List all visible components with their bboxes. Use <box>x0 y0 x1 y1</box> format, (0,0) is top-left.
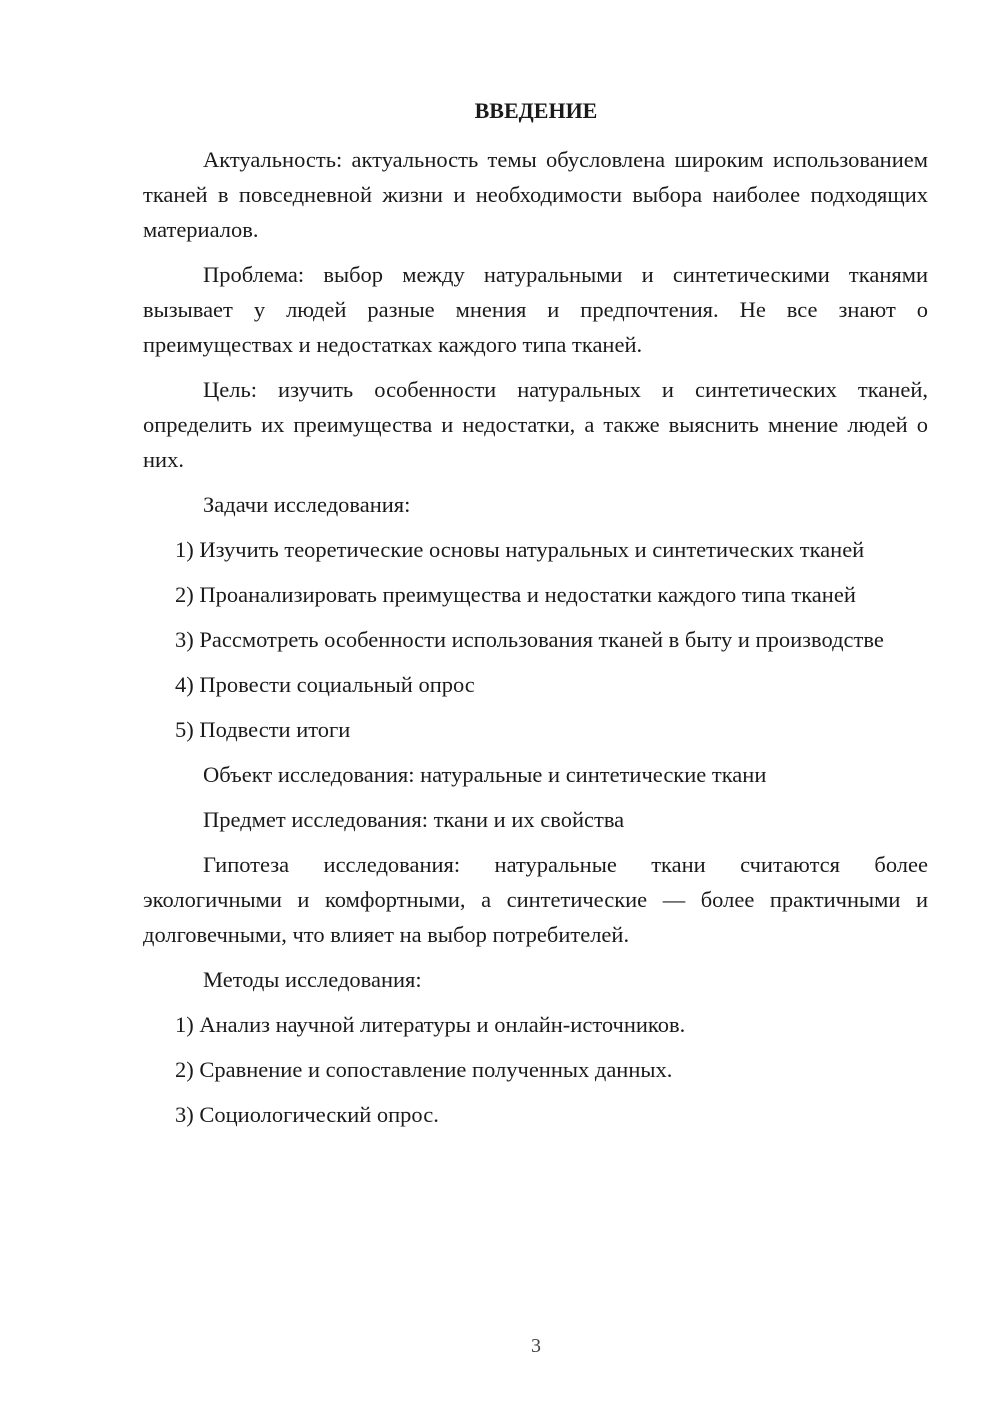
task-item-1: 1) Изучить теоретические основы натуральных и синтетических тканей <box>175 537 865 562</box>
tasks-heading: Задачи исследования: <box>203 492 411 517</box>
method-item-2: 2) Сравнение и сопоставление полученных данных. <box>175 1057 673 1082</box>
method-item-1: 1) Анализ научной литературы и онлайн-источников. <box>175 1012 686 1037</box>
research-hypothesis: Гипотеза исследования: натуральные ткани считаются более экологичными и комфортными, а синтетические — более практичными и долговечными, что влияет на выбор потребителей. <box>143 852 928 947</box>
goal-paragraph: Цель: изучить особенности натуральных и синтетических тканей, определить их преимущества и недостатки, а также выяснить мнение людей о них. <box>143 377 928 472</box>
method-item-3: 3) Социологический опрос. <box>175 1102 439 1127</box>
page-title: ВВЕДЕНИЕ <box>474 98 598 123</box>
document-body <box>143 142 928 1142</box>
task-item-5: 5) Подвести итоги <box>175 717 351 742</box>
task-item-2: 2) Проанализировать преимущества и недостатки каждого типа тканей <box>175 582 856 607</box>
task-item-3: 3) Рассмотреть особенности использования тканей в быту и производстве <box>175 627 884 652</box>
research-subject: Предмет исследования: ткани и их свойства <box>203 807 625 832</box>
methods-heading: Методы исследования: <box>203 967 422 992</box>
research-object: Объект исследования: натуральные и синтетические ткани <box>203 762 767 787</box>
task-item-4: 4) Провести социальный опрос <box>175 672 475 697</box>
page-number: 3 <box>531 1335 541 1357</box>
problem-paragraph: Проблема: выбор между натуральными и синтетическими тканями вызывает у людей разные мнения и предпочтения. Не все знают о преимуществах и недостатках каждого типа тканей. <box>143 262 928 357</box>
relevance-paragraph: Актуальность: актуальность темы обусловлена широким использованием тканей в повседневной жизни и необходимости выбора наиболее подходящих материалов. <box>143 147 928 242</box>
